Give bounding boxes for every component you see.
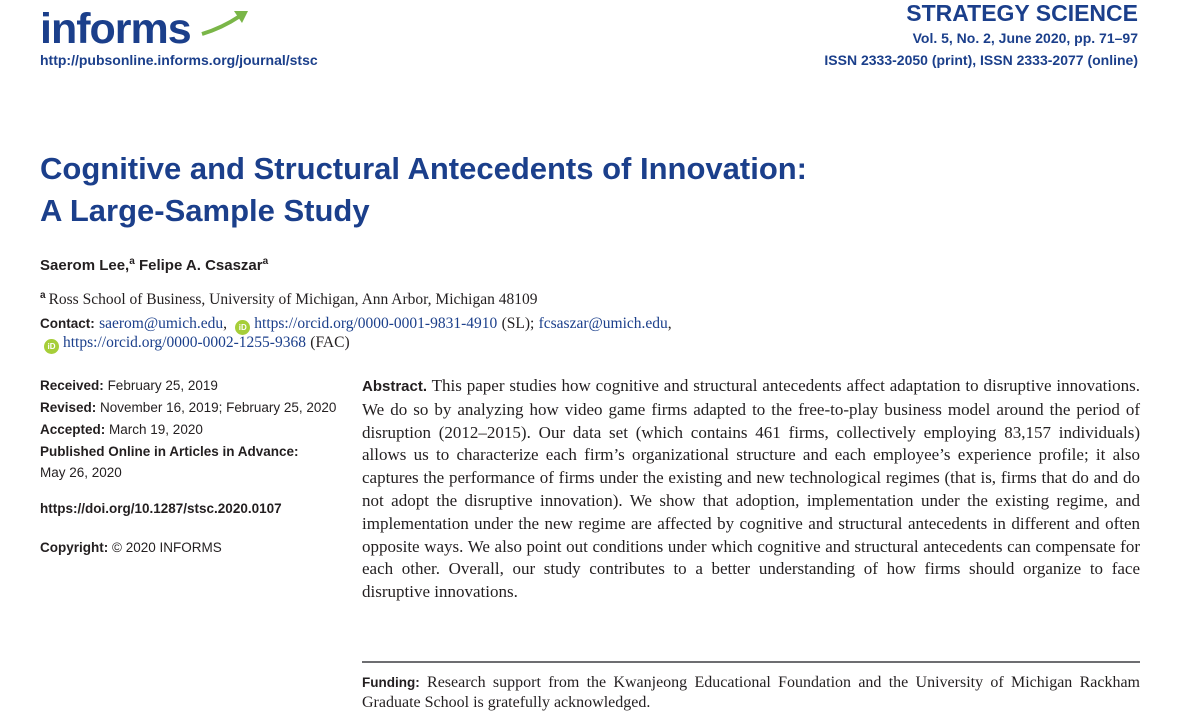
email-link[interactable]: fcsaszar@umich.edu [538, 315, 668, 332]
abstract-text: This paper studies how cognitive and structural antecedents affect adaptation to disruptive innovations. We do so by analyzing how video game firms adapted to the free-to-play business model around the period of disruption (2012–2015). Our data set (which contains 461 firms, collectively employing 83,157 individuals) allows us to characterize each firm’s organizational structure and each employee’s experience profile; it also captures the performance of firms under the existing and new technological regimes (that is, firms that do and do not adopt the disruptive innovation). We show that adoption, implementation under the existing regime, and implementation under the new regime are affected by cognitive and structural antecedents in different and often opposite ways. We also point out conditions under which cognitive and structural antecedents can compensate for each other. Overall, our study contributes to a better understanding of how firms should organize to face disruptive innovations. [362, 376, 1140, 602]
copyright [40, 537, 222, 558]
journal-name: STRATEGY SCIENCE [906, 0, 1138, 26]
title-line-1: Cognitive and Structural Antecedents of Innovation: [40, 151, 808, 186]
abstract [362, 375, 1140, 604]
email-link[interactable]: saerom@umich.edu [99, 315, 224, 332]
copyright-label: Copyright: [40, 540, 109, 555]
orcid-suffix: (FAC) [310, 334, 350, 351]
journal-url-link[interactable]: http://pubsonline.informs.org/journal/stsc [40, 52, 318, 68]
issn-info: ISSN 2333-2050 (print), ISSN 2333-2077 (online) [824, 52, 1138, 68]
received-date [40, 375, 218, 396]
published-label: Published Online in Articles in Advance: [40, 444, 299, 459]
revised-date [40, 397, 336, 418]
volume-info: Vol. 5, No. 2, June 2020, pp. 71–97 [912, 30, 1138, 46]
published-value: May 26, 2020 [40, 465, 122, 480]
affiliation-mark: a [40, 290, 46, 301]
author-name: Saerom Lee, [40, 257, 130, 274]
copyright-value: © 2020 INFORMS [112, 540, 222, 555]
orcid-link[interactable]: https://orcid.org/0000-0002-1255-9368 [63, 334, 306, 351]
contact-label: Contact: [40, 316, 95, 331]
affiliation-text: Ross School of Business, University of Michigan, Ann Arbor, Michigan 48109 [48, 291, 538, 309]
author-name: Felipe A. Csaszar [138, 257, 263, 274]
contact-line-1: Contact: saerom@umich.edu, iD https://orcid.org/0000-0001-9831-4910 (SL); fcsaszar@umich.edu, [40, 315, 672, 335]
orcid-icon: iD [44, 339, 59, 354]
revised-label: Revised: [40, 400, 97, 415]
abstract-label: Abstract. [362, 378, 428, 395]
accepted-value: March 19, 2020 [109, 422, 203, 437]
logo-text: informs [40, 5, 191, 53]
author-affil-mark: a [262, 256, 269, 267]
accepted-date [40, 419, 203, 440]
author-affil-mark: a [129, 256, 135, 267]
logo-arrow-icon [200, 8, 250, 38]
author-list [40, 256, 268, 274]
article-title [40, 148, 807, 232]
received-value: February 25, 2019 [107, 378, 218, 393]
funding-label: Funding: [362, 675, 420, 690]
orcid-link[interactable]: https://orcid.org/0000-0001-9831-4910 [254, 315, 498, 332]
revised-value: November 16, 2019; February 25, 2020 [100, 400, 337, 415]
contact-line-2 [40, 334, 350, 354]
divider [362, 661, 1140, 663]
published-date [40, 441, 299, 483]
orcid-icon: iD [235, 320, 250, 335]
title-line-2: A Large-Sample Study [40, 193, 370, 228]
accepted-label: Accepted: [40, 422, 106, 437]
affiliation [40, 290, 537, 309]
informs-logo [40, 6, 230, 52]
doi-link[interactable]: https://doi.org/10.1287/stsc.2020.0107 [40, 501, 282, 516]
received-label: Received: [40, 378, 104, 393]
funding [362, 673, 1140, 713]
funding-text: Research support from the Kwanjeong Educational Foundation and the University of Michigan Rackham Graduate School is gratefully acknowledged. [362, 674, 1140, 711]
orcid-suffix: (SL); [501, 315, 535, 332]
